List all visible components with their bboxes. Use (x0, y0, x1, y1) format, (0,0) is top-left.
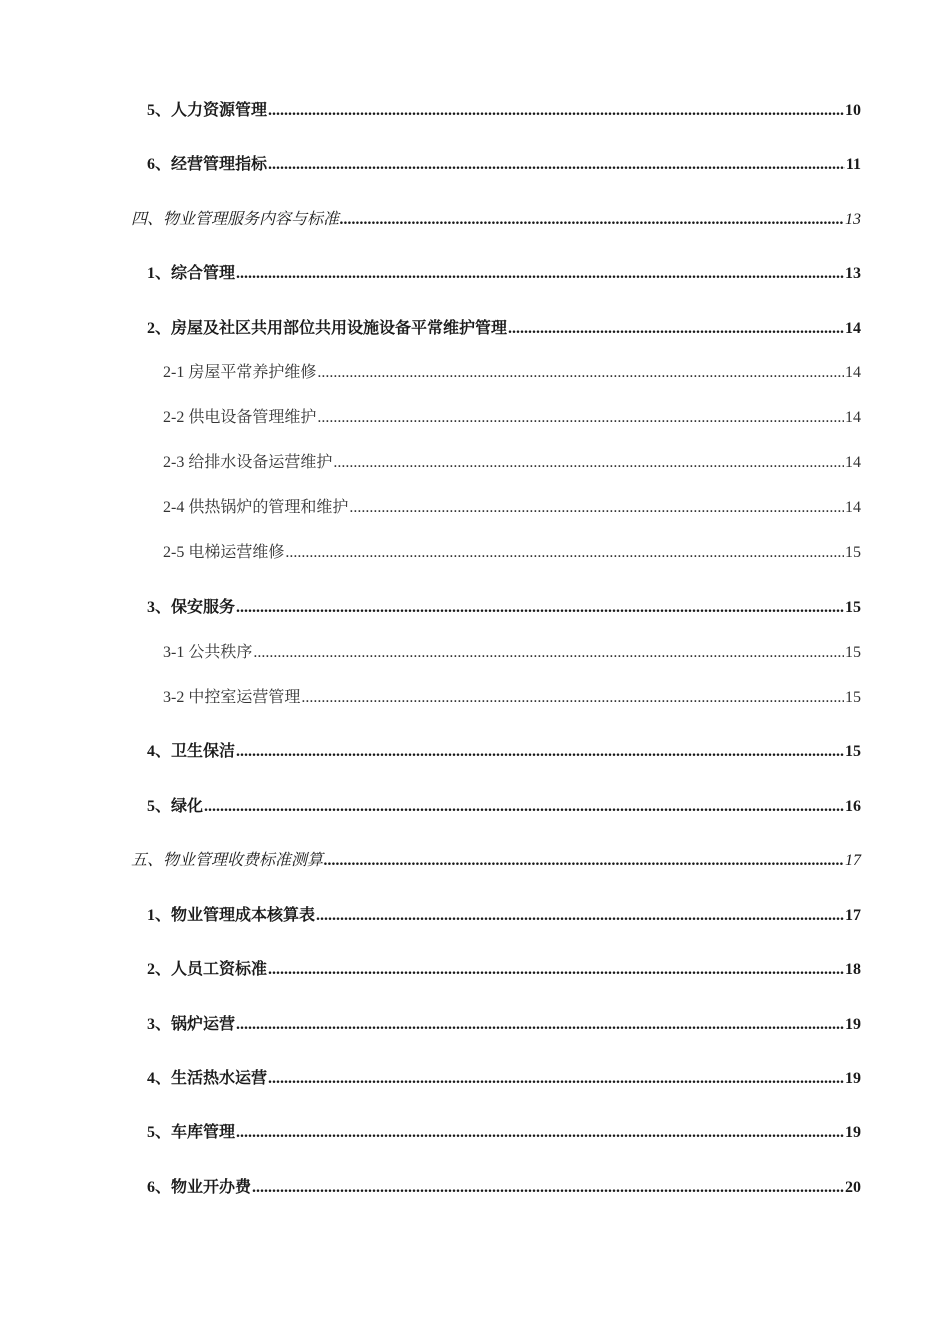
toc-page-number: 20 (845, 1179, 861, 1196)
toc-entry[interactable] (163, 363, 861, 383)
toc-page-number: 14 (845, 454, 861, 471)
toc-page-number: 18 (845, 961, 861, 978)
toc-leader-dots (333, 453, 844, 469)
toc-leader-dots (268, 1069, 844, 1085)
toc-leader-dots (349, 498, 844, 514)
toc-entry[interactable] (147, 101, 861, 121)
toc-leader-dots (268, 101, 844, 117)
toc-leader-dots (268, 155, 845, 171)
toc-page-number: 19 (845, 1070, 861, 1087)
toc-entry-label: 四、物业管理服务内容与标准 (131, 211, 340, 228)
toc-entry[interactable] (163, 408, 861, 428)
toc-entry-label: 3、保安服务 (147, 599, 236, 616)
toc-leader-dots (301, 688, 844, 704)
toc-leader-dots (253, 643, 844, 659)
toc-leader-dots (316, 906, 844, 922)
toc-entry-label: 5、人力资源管理 (147, 102, 268, 119)
toc-entry-label: 1、综合管理 (147, 265, 236, 282)
toc-leader-dots (236, 264, 844, 280)
toc-leader-dots (236, 742, 844, 758)
toc-entry[interactable] (147, 598, 861, 618)
toc-entry-label: 3-2 中控室运营管理 (163, 689, 301, 706)
toc-page-number: 16 (845, 798, 861, 815)
toc-entry-label: 6、经营管理指标 (147, 156, 268, 173)
toc-entry[interactable] (163, 453, 861, 473)
toc-leader-dots (285, 543, 844, 559)
toc-entry-label: 2-5 电梯运营维修 (163, 544, 285, 561)
toc-entry[interactable] (147, 742, 861, 762)
toc-leader-dots (236, 1123, 844, 1139)
toc-entry[interactable] (147, 797, 861, 817)
toc-page-number: 19 (845, 1124, 861, 1141)
toc-page-number: 15 (845, 743, 861, 760)
toc-leader-dots (324, 851, 844, 867)
toc-leader-dots (317, 408, 844, 424)
toc-page-number: 15 (845, 644, 861, 661)
toc-entry[interactable] (131, 210, 861, 230)
toc-leader-dots (508, 319, 844, 335)
toc-page-number: 19 (845, 1016, 861, 1033)
toc-page-number: 17 (845, 907, 861, 924)
toc-entry-label: 五、物业管理收费标准测算 (131, 852, 324, 869)
toc-entry[interactable] (163, 543, 861, 563)
toc-page-number: 11 (845, 156, 861, 173)
toc-entry[interactable] (147, 960, 861, 980)
toc-entry[interactable] (147, 319, 861, 339)
toc-entry-label: 2-3 给排水设备运营维护 (163, 454, 333, 471)
toc-entry-label: 4、生活热水运营 (147, 1070, 268, 1087)
toc-entry[interactable] (147, 906, 861, 926)
toc-page-number: 10 (845, 102, 861, 119)
toc-leader-dots (268, 960, 844, 976)
toc-entry[interactable] (163, 688, 861, 708)
toc-entry-label: 2、房屋及社区共用部位共用设施设备平常维护管理 (147, 320, 508, 337)
toc-entry-label: 2-2 供电设备管理维护 (163, 409, 317, 426)
toc-entry-label: 5、绿化 (147, 798, 204, 815)
toc-entry-label: 1、物业管理成本核算表 (147, 907, 316, 924)
toc-leader-dots (317, 363, 844, 379)
toc-leader-dots (236, 1015, 844, 1031)
toc-page-number: 14 (845, 409, 861, 426)
toc-page-number: 14 (845, 364, 861, 381)
toc-entry-label: 3、锅炉运营 (147, 1016, 236, 1033)
toc-leader-dots (204, 797, 844, 813)
toc-page-number: 17 (845, 852, 861, 869)
toc-page-number: 13 (845, 211, 861, 228)
toc-leader-dots (252, 1178, 844, 1194)
toc-entry[interactable] (131, 851, 861, 871)
toc-page-number: 15 (845, 599, 861, 616)
toc-page-number: 14 (845, 499, 861, 516)
toc-page-number: 14 (845, 320, 861, 337)
toc-entry-label: 2-1 房屋平常养护维修 (163, 364, 317, 381)
toc-page-number: 15 (845, 544, 861, 561)
toc-entry-label: 5、车库管理 (147, 1124, 236, 1141)
toc-entry[interactable] (147, 264, 861, 284)
toc-entry[interactable] (163, 643, 861, 663)
toc-entry[interactable] (147, 1178, 861, 1198)
toc-entry-label: 4、卫生保洁 (147, 743, 236, 760)
toc-entry-label: 3-1 公共秩序 (163, 644, 253, 661)
toc-page-number: 15 (845, 689, 861, 706)
toc-leader-dots (236, 598, 844, 614)
toc-entry[interactable] (147, 1123, 861, 1143)
toc-entry[interactable] (163, 498, 861, 518)
toc-entry-label: 2-4 供热锅炉的管理和维护 (163, 499, 349, 516)
toc-leader-dots (340, 210, 844, 226)
toc-entry-label: 6、物业开办费 (147, 1179, 252, 1196)
toc-entry[interactable] (147, 1069, 861, 1089)
toc-entry[interactable] (147, 155, 861, 175)
toc-page-number: 13 (845, 265, 861, 282)
toc-entry[interactable] (147, 1015, 861, 1035)
toc-entry-label: 2、人员工资标准 (147, 961, 268, 978)
